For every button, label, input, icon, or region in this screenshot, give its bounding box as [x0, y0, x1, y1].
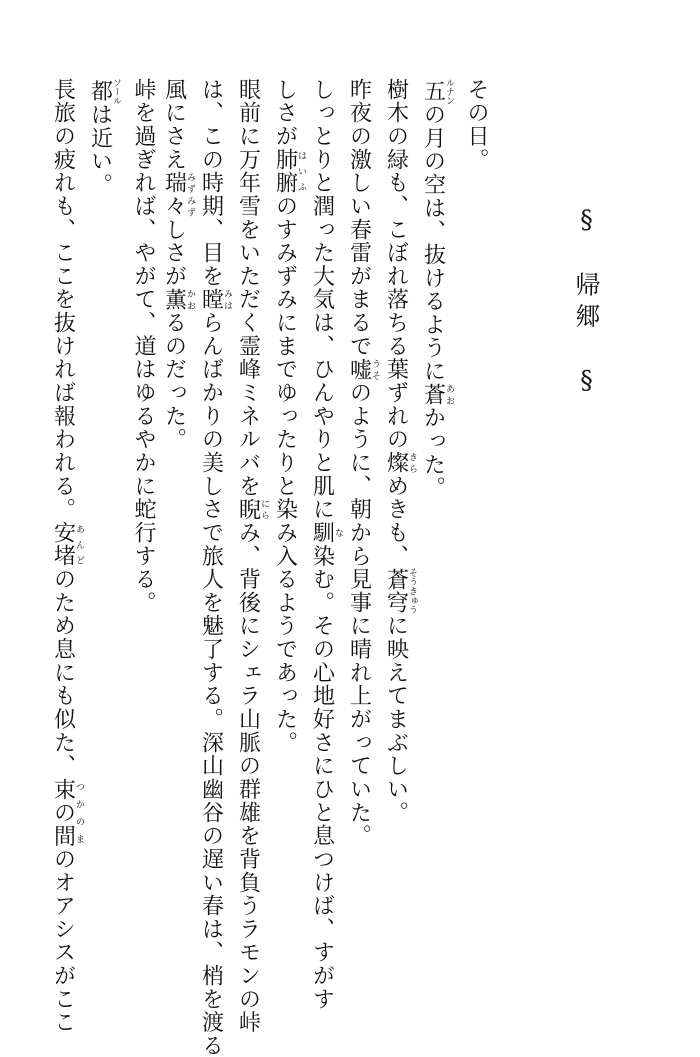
- ruby-reading: みは: [222, 287, 232, 312]
- text-line-7: [235, 78, 269, 1035]
- text-segment: 峠を過ぎれば、やがて、道はゆるやかに蛇行する。: [131, 78, 156, 615]
- text-segment: 眼前に万年雪をいただく霊峰ミネルバを: [235, 78, 261, 498]
- ruby-word: [383, 567, 417, 615]
- text-segment: 風にさえ: [161, 78, 187, 172]
- text-line-5: [309, 78, 343, 1011]
- text-segment: の月の空は、抜けるように: [420, 103, 446, 383]
- ruby-base: 馴: [309, 521, 335, 545]
- ruby-word: [50, 777, 84, 848]
- ruby-reading: きら: [407, 451, 417, 475]
- ruby-word: [420, 78, 454, 105]
- ruby-base: 嘘: [346, 357, 372, 382]
- text-segment: しさが: [272, 78, 298, 148]
- ruby-word: [272, 147, 306, 195]
- ruby-word: [383, 451, 417, 475]
- ruby-base: 肺腑: [272, 147, 298, 195]
- ruby-reading: そうきゅう: [407, 567, 417, 615]
- text-line-8: [198, 78, 232, 1057]
- ruby-base: 瞠: [198, 287, 224, 312]
- ruby-base: 束の間: [50, 777, 76, 848]
- text-segment: めきも、: [383, 474, 409, 568]
- ruby-reading: ソール: [111, 78, 121, 105]
- ruby-base: 燦: [383, 451, 409, 475]
- ruby-base: 蒼穹: [383, 567, 409, 615]
- ruby-base: 薫: [161, 287, 187, 312]
- text-line-6: [272, 78, 306, 958]
- ruby-word: [50, 521, 84, 568]
- ruby-reading: つかのま: [74, 777, 84, 848]
- text-segment: 長旅の疲れも、ここを抜ければ報われる。: [50, 78, 76, 522]
- ruby-word: [346, 357, 380, 382]
- ruby-reading: みずみず: [185, 171, 195, 218]
- ruby-reading: な: [333, 521, 343, 545]
- text-segment: のオアシスがここ: [50, 847, 76, 1035]
- text-line-4: [346, 78, 380, 958]
- text-segment: かった。: [420, 406, 446, 500]
- ruby-word: [87, 78, 121, 105]
- ruby-word: [161, 287, 195, 312]
- text-segment: しっとりと潤った大気は、ひんやりと肌に: [309, 78, 335, 522]
- ruby-reading: あお: [444, 383, 454, 407]
- text-segment: のため息にも似た、: [50, 567, 76, 778]
- ruby-reading: はいふ: [296, 147, 306, 195]
- text-segment: 昨夜の激しい春雷がまるで: [346, 78, 372, 358]
- ruby-base: 安堵: [50, 521, 76, 568]
- ruby-reading: うそ: [370, 357, 380, 382]
- ruby-reading: かお: [185, 287, 195, 312]
- ruby-base: 睨: [235, 497, 261, 522]
- ruby-reading: ルナン: [444, 78, 454, 105]
- text-segment: は、この時期、目を: [198, 78, 224, 288]
- ruby-word: [161, 171, 195, 218]
- ruby-word: [235, 497, 269, 522]
- text-segment: らんばかりの美しさで旅人を魅了する。深山幽谷の遅い春は、梢を渡る: [198, 311, 224, 1057]
- text-line-3: [383, 78, 417, 958]
- text-segment: 染む。その心地好さにひと息つけば、すがす: [309, 544, 335, 1011]
- text-segment: しさが: [161, 217, 187, 288]
- ruby-base: 瑞々: [161, 171, 187, 218]
- text-segment: に映えてまぶしい。: [383, 614, 409, 825]
- ruby-reading: にら: [259, 497, 269, 522]
- ruby-reading: あんど: [74, 521, 84, 568]
- ruby-word: [198, 287, 232, 312]
- text-segment: のすみずみにまでゆったりと染み入るようであった。: [272, 194, 298, 755]
- text-segment: るのだった。: [161, 311, 187, 452]
- text-line-10: [128, 78, 158, 958]
- text-line-12: [50, 78, 84, 1035]
- text-line-11: [87, 78, 121, 958]
- ruby-base: 五: [420, 78, 446, 105]
- text-line-1: [461, 78, 491, 958]
- text-line-9: [161, 78, 195, 958]
- text-segment: は近い。: [87, 103, 113, 197]
- ruby-word: [420, 383, 454, 407]
- text-line-2: [420, 78, 454, 958]
- text-segment: み、背後にシェラ山脈の群雄を背負うラモンの峠: [235, 521, 261, 1035]
- ruby-base: 蒼: [420, 383, 446, 407]
- text-segment: その日。: [464, 78, 489, 172]
- text-segment: のように、朝から見事に晴れ上がっていた。: [346, 381, 372, 848]
- chapter-title: § 帰郷 §: [572, 205, 601, 401]
- ruby-base: 都: [87, 78, 113, 105]
- text-segment: 樹木の緑も、こぼれ落ちる葉ずれの: [383, 78, 409, 452]
- ruby-word: [309, 521, 343, 545]
